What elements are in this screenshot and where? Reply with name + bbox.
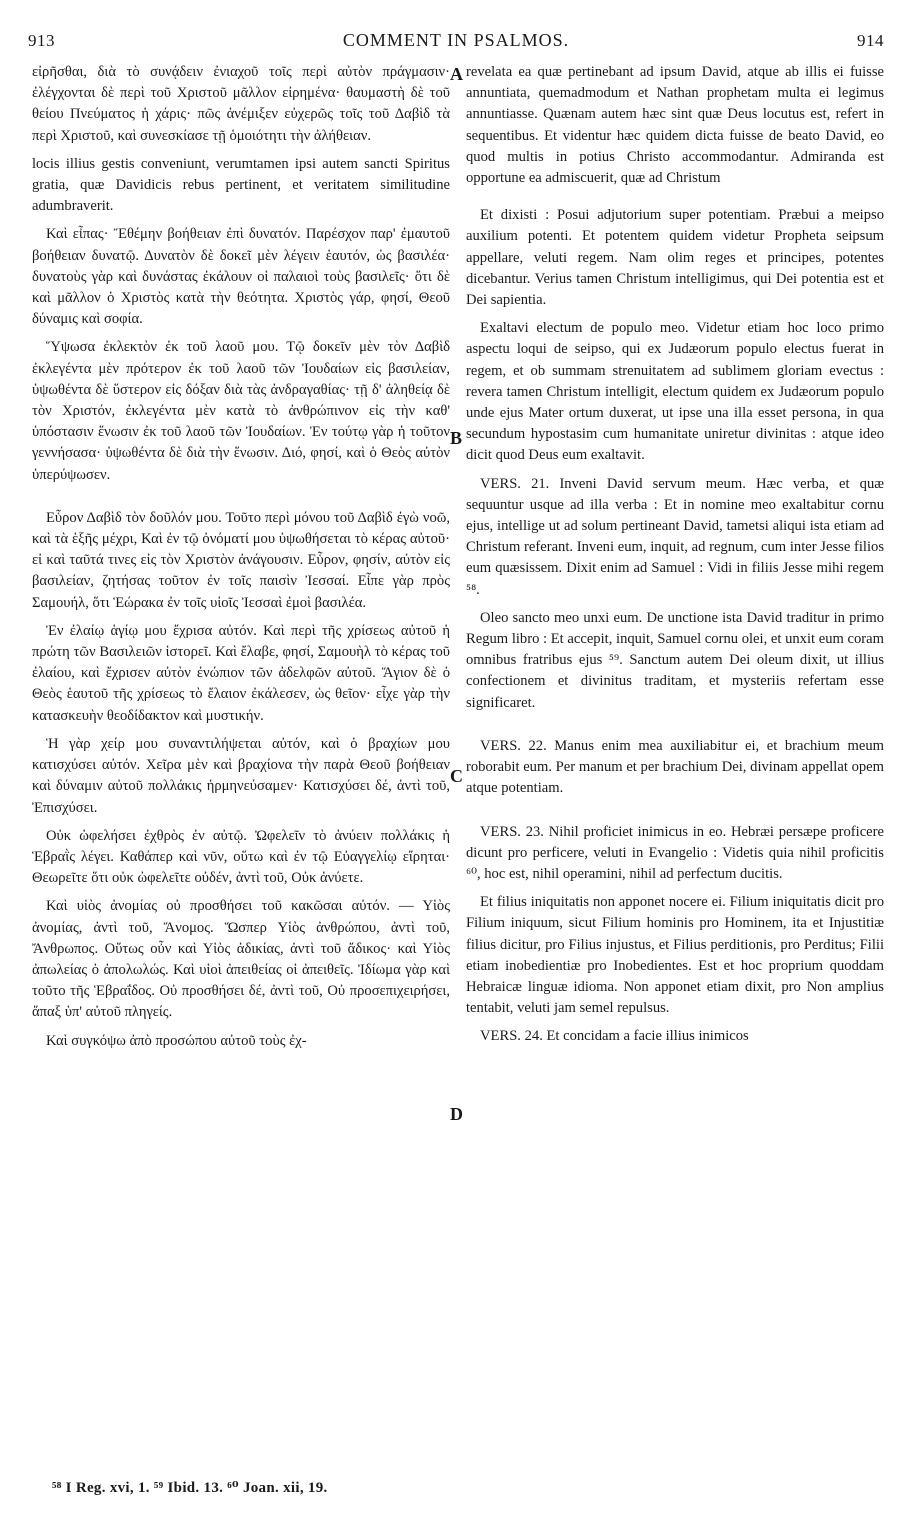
- section-marker-d: D: [450, 1104, 463, 1124]
- page-number-left: 913: [28, 31, 55, 50]
- page-header: [28, 30, 884, 58]
- running-title: COMMENT IN PSALMOS.: [342, 30, 570, 50]
- greek-paragraph: Οὐκ ὠφελήσει ἐχθρὸς ἐν αὐτῷ. Ὠφελεῖν τὸ ἀνύειν πολλάκις ἡ Ἑβραῒς λέγει. Καθάπερ καὶ νῦν, οὕτω καὶ ἐν τῷ Εὐαγγελίῳ εἴρηται· Θεωρεῖτε ὅτι οὐκ ὠφελεῖτε οὐδέν, ἀντὶ τοῦ, Οὐκ ἀνύετε.: [32, 827, 450, 887]
- greek-column: [32, 62, 450, 1059]
- latin-paragraph: VERS. 23. Nihil proficiet inimicus in eo. Hebræi persæpe proficere dicunt pro perficere, veluti in Evangelio : Videtis quia nihil proficitis ⁶⁰, hoc est, nihil operamini, nihil ad perfectum ducitis.: [466, 823, 884, 882]
- latin-column: [466, 62, 884, 1055]
- page-number-right: 914: [856, 31, 884, 50]
- greek-paragraph: Καὶ εἶπας· Ἔθέμην βοήθειαν ἐπὶ δυνατόν. Παρέσχον παρ' ἐμαυτοῦ βοήθειαν δυνατῷ. Δυνατὸν δὲ δοκεῖ μὲν λέγειν ἑαυτόν, ὡς βασιλέα· δυνατοὺς γὰρ καὶ δυνάστας ἐκάλουν οἱ παλαιοὶ τοὺς βασιλεῖς· ὅτι δὲ καὶ μᾶλλον ὁ Χριστὸς κατὰ τὴν θεότητα. Χριστὸς γάρ, φησί, Θεοῦ δύναμις καὶ σοφία.: [32, 226, 450, 328]
- greek-paragraph: Εὗρον Δαβὶδ τὸν δοῦλόν μου. Τοῦτο περὶ μόνου τοῦ Δαβὶδ ἐγὼ νοῶ, καὶ τὰ ἑξῆς μέχρι, Καὶ ἐν τῷ ὀνόματί μου ὑψωθήσεται τὸ κέρας αὐτοῦ· εἰ καὶ ταῦτά τινες εἰς τὸν Χριστὸν ἀνάγουσιν. Εὗρον, φησίν, αὐτὸν εἰς βασιλείαν, ζητήσας τοῦτον ἐν τοῖς παισὶν Ἰεσσαί. Εἶπε γὰρ πρὸς Σαμουήλ, ὅτι Ἑώρακα ἐν τοῖς υἱοῖς Ἰεσσαὶ ἐμοὶ βασιλέα.: [32, 509, 450, 611]
- latin-paragraph: Exaltavi electum de populo meo. Videtur etiam hoc loco primo aspectu loqui de seipso, qui ex Judæorum populo electus fuerat in regem, et ob summam strenuitatem ad sublimem gloriam evectus : revera tamen Christum intelligit, electum quidem ex Judæorum populo unde ejus Mater ortum duxerat, ut ipse una illa esset persona, in qua secundum hypostasim cum humanitate uniretur divinitas : atque ideo dicit quod Deus eum exaltavit.: [466, 320, 884, 464]
- latin-continuation: locis illius gestis conveniunt, verumtamen ipsi autem sancti Spiritus gratia, quæ Davidicis rebus pertinent, et veritatem similitudine adumbraverit.: [32, 155, 450, 215]
- latin-paragraph: VERS. 22. Manus enim mea auxiliabitur ei, et brachium meum roborabit eum. Per manum et per brachium Dei, divinam appellat opem atque potentiam.: [466, 737, 884, 797]
- greek-paragraph: Ἡ γὰρ χείρ μου συναντιλήψεται αὐτόν, καὶ ὁ βραχίων μου κατισχύσει αὐτόν. Χεῖρα μὲν καὶ βραχίονα τὴν παρὰ Θεοῦ βοήθειαν καὶ δύναμιν αὐτοῦ πολλάκις ἡρμηνεύσαμεν· Κατισχύσει δέ, ἀντὶ τοῦ, Ἐπισχύσει.: [32, 735, 450, 816]
- section-marker-b: B: [450, 428, 463, 448]
- latin-paragraph: VERS. 21. Inveni David servum meum. Hæc verba, et quæ sequuntur usque ad illa verba : Et in nomine meo exaltabitur cornu ejus, intellige ut ad solum pertineant David, tametsi aliqui ista etiam ad Christum referant. Inveni eum, inquit, ad regnum, cum inter Jesse filios eum quæsissem. Dixit enim ad Samuel : Vidi in filiis Jesse mihi regem ⁵⁸.: [466, 475, 884, 598]
- section-marker-a: A: [450, 64, 463, 84]
- latin-paragraph: Et filius iniquitatis non apponet nocere ei. Filium iniquitatis dicit pro Filium iniquum, sicut Filium hominis pro Hominem, ita et Injustitiæ filius dicitur, pro Filius injustus, et Filius perditionis, pro Perditus; Filii etiam inobedientiæ pro Inobedientes. Est et hoc proprium quoddam Hebraicæ linguæ idioma. Non apponet etiam dixit, pro Non amplius tentabit, veluti jam semel repulsus.: [466, 894, 884, 1017]
- latin-paragraph: Et dixisti : Posui adjutorium super potentiam. Præbui a meipso auxilium potenti. Et potentem quidem videtur Propheta seipsum appellare, veluti regem. Nam olim reges et principes, potentes dicebantur. Verius tamen Christum intelligimus, qui Dei potentia est et Dei sapientia.: [466, 207, 884, 309]
- greek-paragraph: Ἐν ἐλαίῳ ἁγίῳ μου ἔχρισα αὐτόν. Καὶ περὶ τῆς χρίσεως αὐτοῦ ἡ πρώτη τῶν Βασιλειῶν ἱστορεῖ. Καὶ ἔλαβε, φησί, Σαμουὴλ τὸ κέρας τοῦ ἐλαίου, καὶ ἔχρισεν αὐτὸν ἐνώπιον τῶν ἀδελφῶν αὐτοῦ. Ἅγιον δὲ ὁ Θεὸς ἑαυτοῦ τῆς χρίσεως τὸ ἔλαιον ἐκάλεσεν, ὡς θεῖον· εἶχε γὰρ τὴν κατασκευὴν θεοδίδακτον καὶ μυστικήν.: [32, 622, 450, 724]
- latin-paragraph: Oleo sancto meo unxi eum. De unctione ista David traditur in primo Regum libro : Et accepit, inquit, Samuel cornu olei, et unxit eum coram omnibus fratribus ejus ⁵⁹. Sanctum autem Dei oleum dixit, ut illius confectionem et divinitus traditam, et mysteriis refertam esse significaret.: [466, 609, 884, 711]
- section-marker-c: C: [450, 766, 463, 786]
- greek-paragraph: εἰρῆσθαι, διὰ τὸ συνᾴδειν ἐνιαχοῦ τοῖς περὶ αὐτὸν πράγμασιν· ἐλέγχονται δὲ περὶ τοῦ Χριστοῦ μᾶλλον εἰρημένα· θαυμαστὴ δὲ τοῦ θείου Πνεύματος ἡ χάρις· πῶς ἀνέμιξεν εὐχερῶς τοῖς τοῦ Δαβὶδ τὰ περὶ Χριστοῦ, καὶ συνεσκίασε τῇ ὁμοιότητι τὴν ἀλήθειαν.: [32, 64, 450, 144]
- greek-paragraph: Ὕψωσα ἐκλεκτὸν ἐκ τοῦ λαοῦ μου. Τῷ δοκεῖν μὲν τὸν Δαβὶδ ἐκλεγέντα μὲν πρότερον ἐκ τοῦ λαοῦ τῶν Ἰουδαίων εἰς βασιλείαν, ὑψωθέντα δὲ ὕστερον εἰς δόξαν διὰ τὰς ἀνδραγαθίας· τῇ δ' ἀληθείᾳ δὲ τὸν Χριστόν, ἐκλεγέντα μὲν κατὰ τὸ ἀνθρώπινον εἰς τὴν καθ' ὑπόστασιν ἕνωσιν ἐκ τοῦ λαοῦ τῶν Ἰουδαίων. Ἐν τούτῳ γὰρ ἡ τοῦτον γεννήσασα· ὑψωθέντα δὲ διὰ τὴν ἕνωσιν. Διό, φησί, καὶ ὁ Θεὸς αὐτὸν ὑπερύψωσεν.: [32, 339, 450, 483]
- footnotes: ⁵⁸ I Reg. xvi, 1. ⁵⁹ Ibid. 13. ⁶⁰ Joan. xii, 19.: [52, 1480, 328, 1496]
- greek-paragraph: Καὶ υἱὸς ἀνομίας οὐ προσθήσει τοῦ κακῶσαι αὐτόν. — Υἱὸς ἀνομίας, ἀντὶ τοῦ, Ἄνομος. Ὥσπερ Υἱὸς ἀνθρώπου, ἀντὶ τοῦ, Ἄνθρωπος. Οὕτως οὖν καὶ Υἱὸς ἀδικίας, ἀντὶ τοῦ ἄδικος· καὶ Υἱὸς ἀπωλείας ὁ ἀπολωλώς. Καὶ υἱοὶ ἀπειθείας οἱ ἀπειθεῖς. Ἰδίωμα γὰρ καὶ τοῦτο τῆς Ἑβραΐδος. Οὐ προσθήσει δέ, ἀντὶ τοῦ, Οὐ προσεπιχειρήσει, ἅπαξ ὑπ' αὐτοῦ πληγείς.: [32, 898, 450, 1021]
- latin-paragraph: revelata ea quæ pertinebant ad ipsum David, atque ab illis ei fuisse annuntiata, quemadmodum et Nathan prophetam multa ei legimus annuntiasse. Quænam autem hæc sint quæ Deus locutus est, refert in sequentibus. Et videntur hæc quidem dicta fuisse de beato David, eo quod multis in potius Christo accommodantur. Admiranda est opportune ea admiscuerit, quæ ad Christum: [466, 64, 884, 187]
- latin-paragraph: VERS. 24. Et concidam a facie illius inimicos: [480, 1028, 749, 1045]
- greek-paragraph: Καὶ συγκόψω ἀπὸ προσώπου αὐτοῦ τοὺς ἐχ-: [46, 1032, 307, 1049]
